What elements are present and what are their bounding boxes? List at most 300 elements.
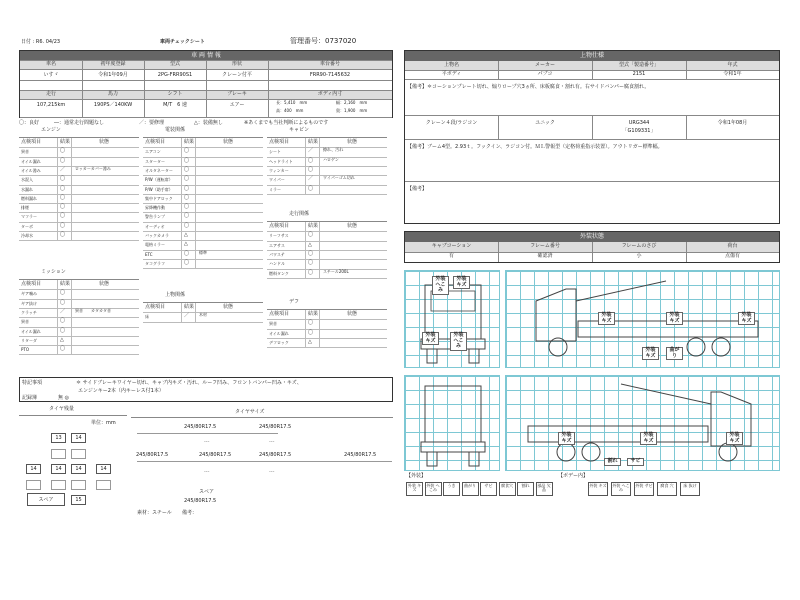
diff-row-item: 異音 [269,321,277,327]
electrical-row-rule [143,185,263,186]
running-row-rule [267,241,387,242]
legend-top-item: △：装備無し [194,120,223,126]
diff-table [267,309,387,346]
diff-row-rule [267,319,387,320]
notes-label: 特記事項 [22,380,43,386]
running-row-result: 〇 [308,250,314,257]
cabin-row-result: 〇 [308,157,314,164]
electrical-row-item: オルタネーター [145,167,173,173]
cargo-rel-row-result: ／ [184,313,190,320]
mission-row-item: ギア抜け [21,300,37,306]
vehicle-info-header: 車台番号 [319,61,340,67]
cargo-spec-header: メーカー [535,62,555,68]
mission-row-item: クラッチ [21,309,37,315]
electrical-row-rule [143,222,263,223]
engine-header-result: 結果 [60,139,71,145]
spare-size-label: スペア [199,489,215,495]
cargo-spec-rule [405,139,779,140]
mission-row-rule [19,345,139,346]
electrical-row-result: 〇 [184,148,190,155]
electrical-title: 電装関係 [165,127,186,133]
mission-row-item: リターダ [21,337,37,343]
cargo-spec-row2-cell: クレーン４段/ラジコン [425,120,478,126]
tire-tread-blank [96,480,111,490]
vehicle-info-header: 型式 [169,61,180,67]
engine-row-result: 〇 [60,194,66,201]
front-bottom-diagram [404,375,500,471]
damage-tag: 外装 キズ [422,332,439,345]
tire-tread-blank [71,480,86,490]
cargo-spec-col-rule [498,115,499,139]
electrical-row-rule [143,259,263,260]
legend-top-item: ※あくまでも当社判断によるものです [244,120,329,126]
legend-body-item: 外装 サビ [634,482,654,496]
tire-tread-value: 14 [71,433,86,443]
cargo-spec-header: 上物名 [443,62,459,68]
exterior-state-table [404,231,780,263]
running-row-rule [267,278,387,279]
electrical-row-rule [143,194,263,195]
running-row-item: 燃料タンク [269,270,289,276]
tire-section [19,404,393,524]
tire-spare-label: スペア [27,493,65,506]
tire-unit: 単位：mm [91,420,116,426]
vi-col-rule [206,60,207,117]
exterior-header: キャブコーション [431,243,472,249]
tire-tread-blank [26,480,41,490]
damage-tag: 外装 キズ [558,432,575,445]
damage-tag: 外装 キズ [598,312,615,325]
exterior-header: 荷台 [727,243,738,249]
tire-size-dash: --- [269,469,275,475]
cabin-row-rule [267,185,387,186]
tire-size-value: 245/80R17.5 [199,452,232,458]
tire-size-rule [137,461,211,462]
vi-col-rule [82,60,83,117]
exterior-value: 有 [448,253,454,259]
running-row-item: パワステ [269,251,285,257]
tire-tread-blank [51,480,66,490]
body-dim-width: 幅：2,160 mm [336,100,368,105]
electrical-row-result: 〇 [184,157,190,164]
electrical-table [143,137,263,267]
tire-tread-value: 13 [51,433,66,443]
cabin-header-result: 結果 [308,139,319,145]
mission-row-state: 異音 カタカタ音 [75,307,111,313]
damage-tag: 外装 キズ [666,312,683,325]
electrical-header-result: 結果 [184,139,195,145]
front-top-diagram [404,270,500,368]
engine-row-item: 冷却水 [21,233,33,238]
engine-row-rule [19,231,139,232]
diff-row-rule [267,347,387,348]
vi-col-rule [268,60,269,117]
damage-tag: 外装 へこみ [450,332,467,351]
tire-tread-value: 14 [96,464,111,474]
mission-row-result: 〇 [60,299,66,306]
side-bottom-diagram [505,375,780,471]
engine-row-rule [19,222,139,223]
vehicle-info-header: 走行 [45,91,56,97]
engine-row-result: 〇 [60,204,66,211]
exterior-value: 点傷有 [724,253,740,259]
legend-top-item: ―：通常走行問題なし [54,120,105,126]
legend-top [19,121,399,129]
electrical-row-result: 〇 [184,250,190,257]
cargo-rel-header-state: 状態 [223,304,234,310]
tire-size-rule [204,433,278,434]
vehicle-info-header: ボディ内寸 [317,91,343,97]
tire-size-title: タイヤサイズ [235,409,265,415]
engine-row-item: マフラー [21,214,37,220]
tire-size-value: 245/80R17.5 [184,424,217,430]
legend-top-item: 〇：良好 [19,120,40,126]
mission-header-result: 結果 [60,281,71,287]
mission-row-result: ／ [60,308,66,315]
cargo-spec-serial: 「G109331」 [622,128,656,134]
damage-tag: 外装 キズ [726,432,743,445]
diff-row-item: デフロック [269,339,289,345]
vehicle-info-value: 2PG-FRR90S1 [157,72,193,78]
electrical-row-result: 〇 [184,194,190,201]
diff-row-rule [267,329,387,330]
running-row-result: 〇 [308,269,314,276]
damage-tag: サビ [627,458,644,466]
exterior-header: フレームのさび [621,243,657,249]
engine-row-rule [19,147,139,148]
cargo-spec-note2: 【備考】ブーム4型。2.93ｔ。フックイン、ラジコン付。ＭＬ警報型（定格荷重指示装置）。アウトリガー標準幅。 [407,144,663,150]
cabin-table [267,137,387,193]
engine-row-result: 〇 [60,213,66,220]
exterior-value: 確認済 [537,253,553,259]
engine-row-result: 〇 [60,148,66,155]
running-row-rule [267,259,387,260]
electrical-header-item: 点検項目 [145,139,166,145]
electrical-row-item: 警告ランプ [145,214,165,220]
tire-size-value: 245/80R17.5 [259,452,292,458]
vehicle-info-value: 190PS／140KW [93,102,133,108]
legend-body-item: 腐食 穴 [657,482,677,496]
tire-tread-blank [51,449,66,459]
electrical-row-item: 電格ミラー [145,242,165,248]
record-label: 記録簿 [22,395,38,401]
legend-ext-item: うき [443,482,460,496]
cabin-row-result: 〇 [308,185,314,192]
running-row-result: 〇 [308,232,314,239]
tire-size-dash: --- [204,469,210,475]
diff-row-result: 〇 [308,329,314,336]
engine-row-result: 〇 [60,232,66,238]
cabin-row-state: ハロゲン [323,156,339,162]
vehicle-info-header: 形状 [231,61,242,67]
cargo-spec-header: 年式 [727,62,738,68]
engine-header-state: 状態 [99,139,110,145]
electrical-row-rule [143,147,263,148]
legend-ext-item: 外装 キズ [406,482,423,496]
cabin-row-item: ヘッドライト [269,158,293,164]
cargo-spec-header: 型式「製造番号」 [618,62,659,68]
control-number: 管理番号：0737020 [290,37,357,45]
cabin-row-item: ウィンカー [269,167,289,173]
cabin-row-state: 擦れ、汚れ [323,147,344,153]
electrical-row-result: 〇 [184,259,190,266]
engine-row-item: 水漏れ [21,186,33,192]
running-row-result: 〇 [308,260,314,267]
electrical-row-item: バックカメラ [145,233,169,238]
cabin-row-item: シート [269,149,281,155]
mission-row-result: 〇 [60,318,66,325]
cargo-spec-table [404,50,780,224]
vehicle-info-value: エアー [229,102,245,108]
running-row-item: リーフサス [269,233,289,239]
engine-title: エンジン [41,127,61,133]
mission-row-rule [19,354,139,355]
running-table [267,221,387,277]
running-row-rule [267,231,387,232]
cabin-row-item: ワイパー [269,177,285,183]
mission-row-result: 〇 [60,290,66,297]
engine-col-rule [57,138,58,240]
electrical-row-result: 〇 [184,185,190,192]
legend-body-item: 外装 キズ [588,482,608,496]
tire-tread-value: 14 [71,464,86,474]
tire-material: 素材：スチール [137,510,172,516]
tire-tread-value: 15 [71,495,86,505]
damage-tag: 外装 キズ [640,432,657,445]
engine-row-item: オイル滲み [21,167,41,173]
vehicle-info-value: FRR90-7145632 [309,72,351,78]
mission-row-result: 〇 [60,346,66,353]
electrical-row-result: 〇 [184,222,190,229]
cargo-spec-row1-cell: 平ボディ [441,71,462,77]
diff-title: デフ [289,299,300,305]
tire-size-rule [204,461,278,462]
damage-tag: 外装 キズ [453,276,470,289]
engine-col-rule [71,138,72,240]
engine-row-result: 〇 [60,157,66,164]
engine-row-item: 水混入 [21,177,33,183]
notes-box [19,377,393,402]
electrical-row-rule [143,231,263,232]
tire-tread-value: 14 [51,464,66,474]
running-row-item: エアサス [269,242,285,248]
tire-size-dash: --- [269,439,275,445]
engine-row-rule [19,203,139,204]
cargo-rel-header-item: 点検項目 [145,304,166,310]
running-header-state: 状態 [347,223,358,229]
vehicle-info-title: 車 両 情 報 [20,51,392,60]
mission-row-rule [19,327,139,328]
spare-size-value: 245/80R17.5 [184,498,217,504]
running-row-result: △ [308,241,312,248]
vehicle-info-header: ブレーキ [227,91,247,97]
engine-row-item: 燃料漏れ [21,195,37,201]
cabin-row-rule [267,194,387,195]
mission-row-item: オイル漏れ [21,328,41,334]
cargo-spec-col-rule [592,115,593,139]
damage-tag: 割れ [604,458,621,466]
cargo-spec-row1-cell: 2151 [632,71,646,77]
mission-row-item: ギア噛み [21,291,37,297]
cargo-spec-rule [405,181,779,182]
vehicle-info-header: 初年度登録 [100,61,126,67]
legend-ext-label: 【外装】 [406,473,427,479]
tire-size-value: 245/80R17.5 [136,452,169,458]
running-row-rule [267,250,387,251]
tire-remarks-label: 備考： [182,510,198,516]
diff-header-result: 結果 [308,311,319,317]
cargo-spec-row2-cell: 令和1年08月 [717,120,748,126]
engine-row-result: 〇 [60,222,66,229]
engine-row-rule [19,175,139,176]
diff-row-result: 〇 [308,320,314,327]
notes-text-1: ＊ サイドブレーキワイヤー切れ、キャブ内キズ・汚れ、ルーフ凹み、フロントバンパー凹み・キズ、 [76,380,302,386]
engine-row-rule [19,212,139,213]
diff-row-item: オイル漏れ [269,330,289,336]
vehicle-info-value: 令和1年09月 [98,72,128,78]
running-header-result: 結果 [308,223,319,229]
electrical-row-rule [143,268,263,269]
mission-title: ミッション [41,269,66,275]
cargo-spec-row1-cell: 令和1年 [723,71,742,77]
electrical-row-item: P/W（運転席） [145,177,173,183]
engine-row-item: オイル漏れ [21,158,41,164]
damage-tag: 曲がり [666,347,683,360]
electrical-row-result: 〇 [184,204,190,211]
cargo-spec-row2-cell: ユニック [535,120,555,126]
damage-tag: 外装 キズ [642,347,659,360]
electrical-row-rule [143,157,263,158]
engine-row-result: ／ [60,166,66,173]
sheet-title: 車両チェックシート [160,39,205,45]
tire-size-value: 245/80R17.5 [259,424,292,430]
cabin-row-result: 〇 [308,166,314,173]
cargo-rel-row-item: 床 [145,314,149,320]
mission-row-rule [19,317,139,318]
mission-row-item: PTO [21,347,30,353]
cargo-spec-title: 上物仕様 [405,51,779,61]
diff-row-result: △ [308,338,312,345]
exterior-title: 外装状態 [405,232,779,242]
exterior-value: 小 [636,253,642,259]
mission-row-rule [19,336,139,337]
tire-size-value: 245/80R17.5 [344,452,377,458]
electrical-row-result: △ [184,241,188,248]
vi-rule [20,117,392,118]
cargo-spec-row1-cell: パブコ [537,71,553,77]
diff-row-rule [267,338,387,339]
tire-tread-title: タイヤ残量 [49,406,74,412]
electrical-header-state: 状態 [223,139,234,145]
cargo-rel-header-result: 結果 [184,304,195,310]
electrical-row-result: 〇 [184,213,190,220]
running-header-item: 点検項目 [269,223,290,229]
electrical-row-item: オーディオ [145,223,165,229]
cabin-title: キャビン [289,127,310,133]
diff-header-state: 状態 [347,311,358,317]
engine-row-item: ターボ [21,223,33,229]
electrical-row-item: ETC [145,251,153,257]
vehicle-info-value: クレーン付平 [222,72,252,78]
vehicle-info-table [19,50,393,118]
electrical-row-item: エアコン [145,149,161,155]
electrical-row-rule [143,166,263,167]
body-dim-length: 長：5,410 mm [276,100,308,105]
notes-text-2: エンジンキー2本（内キーレス付1本） [78,388,164,394]
mission-row-result: 〇 [60,327,66,334]
engine-row-result: 〇 [60,185,66,192]
legend-top-item: ／：要修理 [139,120,165,126]
legend-ext-item: 腐食穴 [499,482,516,496]
electrical-row-item: タコグラフ [145,260,165,266]
legend-body-item: 外装 へこみ [611,482,631,496]
vehicle-info-value: いすゞ [43,72,59,78]
cabin-row-item: ミラー [269,186,281,192]
legend-ext-item: 割れ [517,482,534,496]
vehicle-info-header: 馬力 [107,91,118,97]
damage-tag: 外装 へこみ [432,276,449,295]
engine-row-rule [19,185,139,186]
electrical-row-result: 〇 [184,176,190,183]
running-title: 走行関係 [289,211,310,217]
exterior-header: フレーム番号 [530,243,560,249]
date-label: 日付 : R6. 04/23 [21,39,61,45]
vi-col-rule [144,60,145,117]
running-row-item: ハンドル [269,261,285,267]
cargo-spec-note3: 【備考】 [407,186,428,192]
tire-size-rule [274,461,392,462]
damage-tag: 外装 キズ [738,312,755,325]
legend-body-label: 【ボデー内】 [558,473,589,479]
engine-header-item: 点検項目 [21,139,42,145]
engine-row-item: 異音 [21,149,29,155]
engine-row-rule [19,157,139,158]
cargo-rel-row-rule [143,322,263,323]
electrical-row-state: 標準 [199,249,207,255]
legend-ext-item: 部品 欠品 [536,482,553,496]
mission-row-result: △ [60,336,64,343]
vehicle-info-header: シフト [167,91,183,97]
cabin-header-item: 点検項目 [269,139,290,145]
tire-tread-blank [71,449,86,459]
mission-header-item: 点検項目 [21,281,42,287]
mission-header-state: 状態 [99,281,110,287]
truck-rear-view-outline [405,376,501,472]
engine-row-rule [19,194,139,195]
cargo-rel-title: 上物関係 [165,292,186,298]
cabin-header-state: 状態 [347,139,358,145]
tire-size-dash: --- [204,439,210,445]
cargo-rel-row-state: 木材 [199,312,207,318]
cabin-row-rule [267,166,387,167]
engine-table [19,137,139,239]
mission-row-item: 異音 [21,319,29,325]
vehicle-info-header: 車名 [45,61,56,67]
electrical-row-result: △ [184,232,188,238]
electrical-row-item: 集中ドアロック [145,195,173,201]
record-value: 無 ◎ [58,395,69,401]
engine-row-state: ロッカーカバー滲み [75,165,111,171]
cargo-spec-note1: 【備考】＊コーションプレート切れ、煽りロープ穴3ヵ所、床板腐食・割れ有。右サイドバンパー腐食割れ。 [407,84,650,90]
cargo-spec-row2-cell: URG344 [628,120,650,126]
legend-body-item: 床 抜け [680,482,700,496]
electrical-row-item: スターター [145,158,165,164]
mission-row-rule [19,289,139,290]
vehicle-info-value: M/T 6 速 [163,102,187,108]
diff-header-item: 点検項目 [269,311,290,317]
cabin-row-result: ／ [308,148,314,155]
electrical-row-result: 〇 [184,166,190,173]
